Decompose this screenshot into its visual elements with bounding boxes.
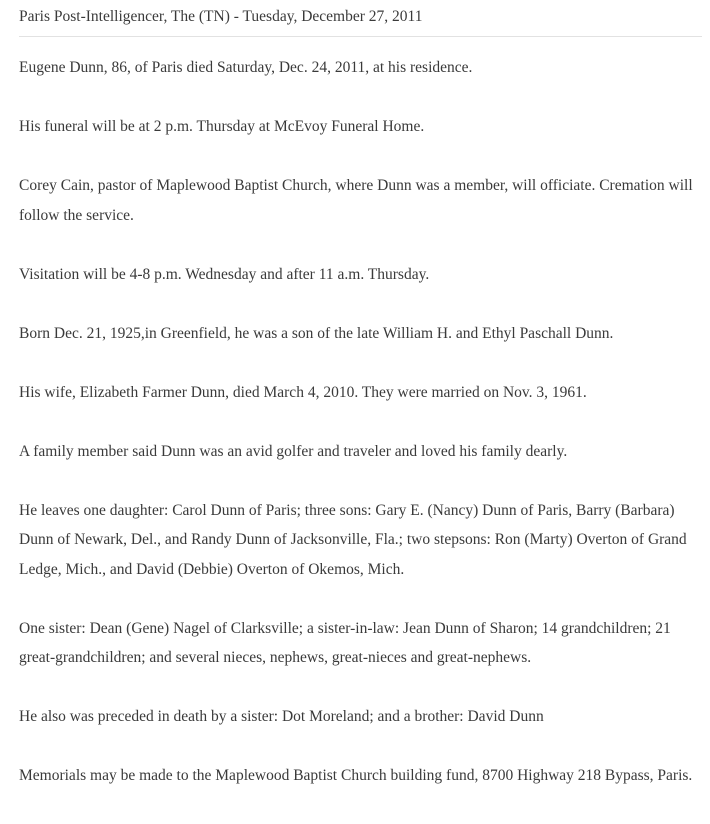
paragraph-preceded-in-death: He also was preceded in death by a sister: Dot Moreland; and a brother: David Dunn: [19, 708, 544, 725]
publication-dateline: Paris Post-Intelligencer, The (TN) - Tuesday, December 27, 2011: [19, 0, 702, 37]
paragraph-survivors-other: One sister: Dean (Gene) Nagel of Clarksville; a sister-in-law: Jean Dunn of Sharon; 14 grandchildren; 21 great-grandchildren; and several nieces, nephews, great-nieces and great-nephews.: [19, 619, 671, 666]
paragraph-birth: Born Dec. 21, 1925,in Greenfield, he was a son of the late William H. and Ethyl Paschall Dunn.: [19, 324, 614, 342]
obituary-body: [19, 37, 702, 791]
paragraph-death-notice: Eugene Dunn, 86, of Paris died Saturday, Dec. 24, 2011, at his residence.: [19, 59, 473, 76]
paragraph-survivors-children: He leaves one daughter: Carol Dunn of Paris; three sons: Gary E. (Nancy) Dunn of Paris, Barry (Barbara) Dunn of Newark, Del., and Randy Dunn of Jacksonville, Fla.; two stepsons: Ron (Marty) Overton of Grand Ledge, Mich., and David (Debbie) Overton of Okemos, Mich.: [19, 501, 687, 578]
paragraph-funeral: His funeral will be at 2 p.m. Thursday at McEvoy Funeral Home.: [19, 118, 425, 135]
paragraph-memorials: Memorials may be made to the Maplewood Baptist Church building fund, 8700 Highway 218 Bypass, Paris.: [19, 767, 693, 784]
paragraph-spouse: His wife, Elizabeth Farmer Dunn, died March 4, 2010. They were married on Nov. 3, 1961.: [19, 383, 587, 401]
paragraph-interests: A family member said Dunn was an avid golfer and traveler and loved his family dearly.: [19, 442, 568, 460]
paragraph-officiant: Corey Cain, pastor of Maplewood Baptist Church, where Dunn was a member, will officiate. Cremation will follow the service.: [19, 177, 693, 224]
paragraph-visitation: Visitation will be 4-8 p.m. Wednesday and after 11 a.m. Thursday.: [19, 265, 430, 283]
